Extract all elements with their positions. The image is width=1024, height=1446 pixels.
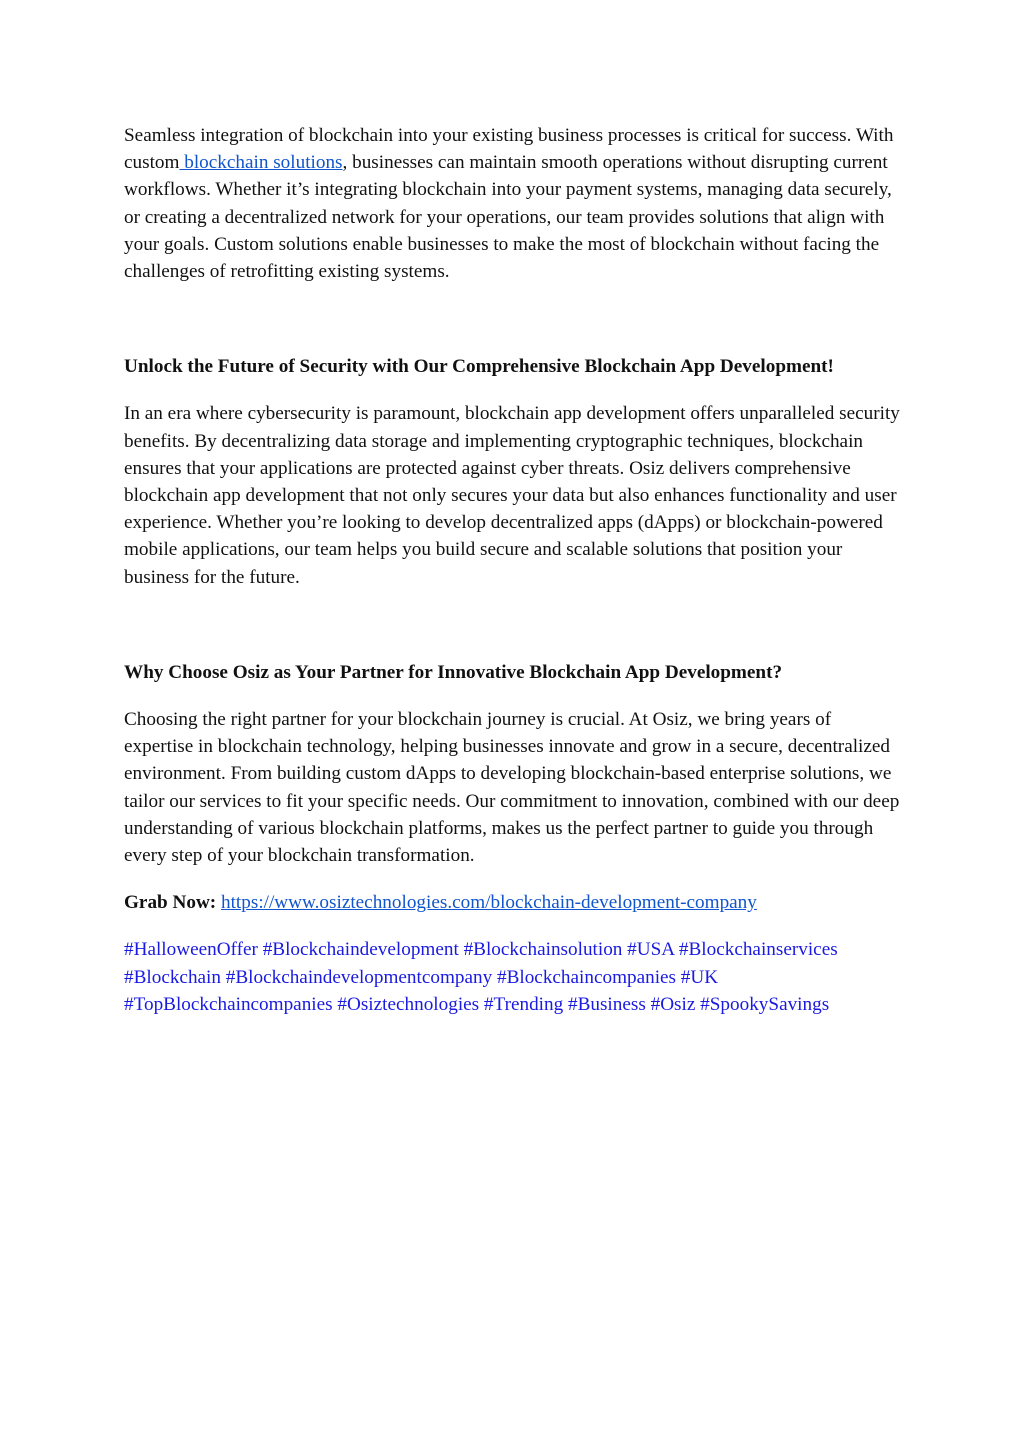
document-body (124, 122, 904, 1018)
grab-now-label: Grab Now: (124, 892, 217, 914)
hashtag-list: #HalloweenOffer #Blockchaindevelopment #Blockchainsolution #USA #Blockchainservices #Blockchain #Blockchaindevelopmentcompany #Blockchaincompanies #UK #TopBlockchaincompanies #Osiztechnologies #Trending #Business #Osiz #SpookySavings (124, 939, 838, 1015)
blockchain-solutions-link[interactable]: blockchain solutions (179, 152, 343, 174)
grab-now-link[interactable]: https://www.osiztechnologies.com/blockchain-development-company (221, 892, 757, 914)
grab-now-line (124, 889, 904, 916)
intro-text-end: , businesses can maintain smooth operations without disrupting current workflows. Whether it’s integrating blockchain into your payment systems, managing data securely, or creating a decentralized network for your operations, our team provides solutions that align with your goals. Custom solutions enable businesses to make the most of blockchain without facing the challenges of retrofitting existing systems. (124, 152, 892, 283)
intro-paragraph (124, 122, 904, 285)
why-osiz-paragraph: Choosing the right partner for your blockchain journey is crucial. At Osiz, we bring years of expertise in blockchain technology, helping businesses innovate and grow in a secure, decentralized environment. From building custom dApps to developing blockchain-based enterprise solutions, we tailor our services to fit your specific needs. Our commitment to innovation, combined with our deep understanding of various blockchain platforms, makes us the perfect partner to guide you through every step of your blockchain transformation. (124, 709, 900, 867)
security-heading: Unlock the Future of Security with Our Comprehensive Blockchain App Development! (124, 356, 834, 378)
security-paragraph: In an era where cybersecurity is paramount, blockchain app development offers unparalleled security benefits. By decentralizing data storage and implementing cryptographic techniques, blockchain ensures that your applications are protected against cyber threats. Osiz delivers comprehensive blockchain app development that not only secures your data but also enhances functionality and user experience. Whether you’re looking to develop decentralized apps (dApps) or blockchain-powered mobile applications, our team helps you build secure and scalable solutions that position your business for the future. (124, 403, 900, 588)
why-osiz-heading: Why Choose Osiz as Your Partner for Innovative Blockchain App Development? (124, 661, 783, 683)
intro-text-start: Seamless integration of blockchain into your existing business processes is critical for success. With custom (124, 125, 894, 174)
